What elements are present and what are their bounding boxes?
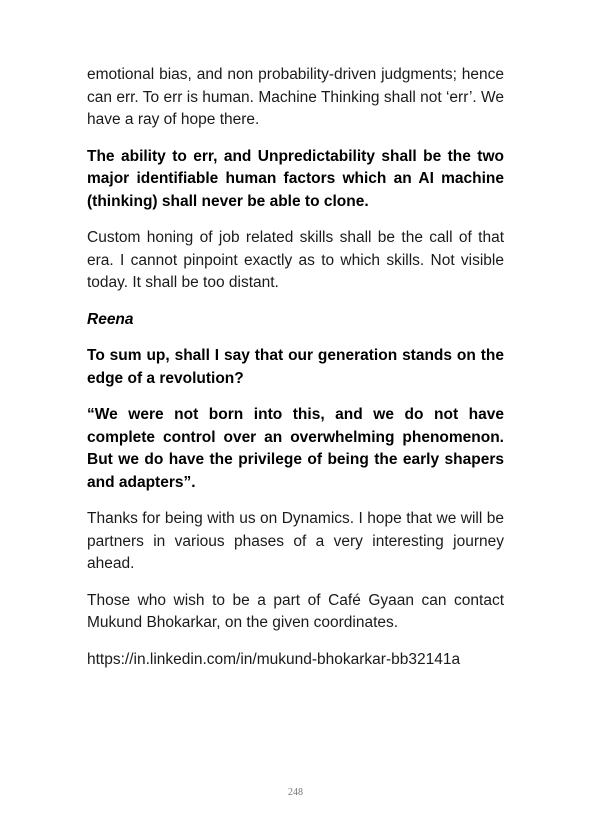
linkedin-url[interactable]: https://in.linkedin.com/in/mukund-bhokarkar-bb32141a — [87, 650, 461, 668]
speaker-name: Reena — [87, 310, 134, 328]
paragraph-custom-honing: Custom honing of job related skills shall be the call of that era. I cannot pinpoint exactly as to which skills. Not visible today. It shall be too distant. — [87, 229, 504, 291]
page-body — [87, 64, 504, 685]
quote-paragraph: “We were not born into this, and we do not have complete control over an overwhelming phenomenon. But we do have the privilege of being the early shapers and adapters”. — [87, 406, 504, 491]
paragraph-ability-to-err: The ability to err, and Unpredictability shall be the two major identifiable human factors which an AI machine (thinking) shall never be able to clone. — [87, 147, 504, 210]
paragraph-emotional-bias: emotional bias, and non probability-driven judgments; hence can err. To err is human. Machine Thinking shall not ‘err’. We have a ray of hope there. — [87, 66, 504, 128]
page-number: 248 — [288, 787, 303, 798]
paragraph-thanks: Thanks for being with us on Dynamics. I hope that we will be partners in various phases of a very interesting journey ahead. — [87, 510, 504, 572]
paragraph-cafe-gyaan: Those who wish to be a part of Café Gyaan can contact Mukund Bhokarkar, on the given coordinates. — [87, 591, 504, 631]
paragraph-sum-up: To sum up, shall I say that our generation stands on the edge of a revolution? — [87, 347, 504, 387]
